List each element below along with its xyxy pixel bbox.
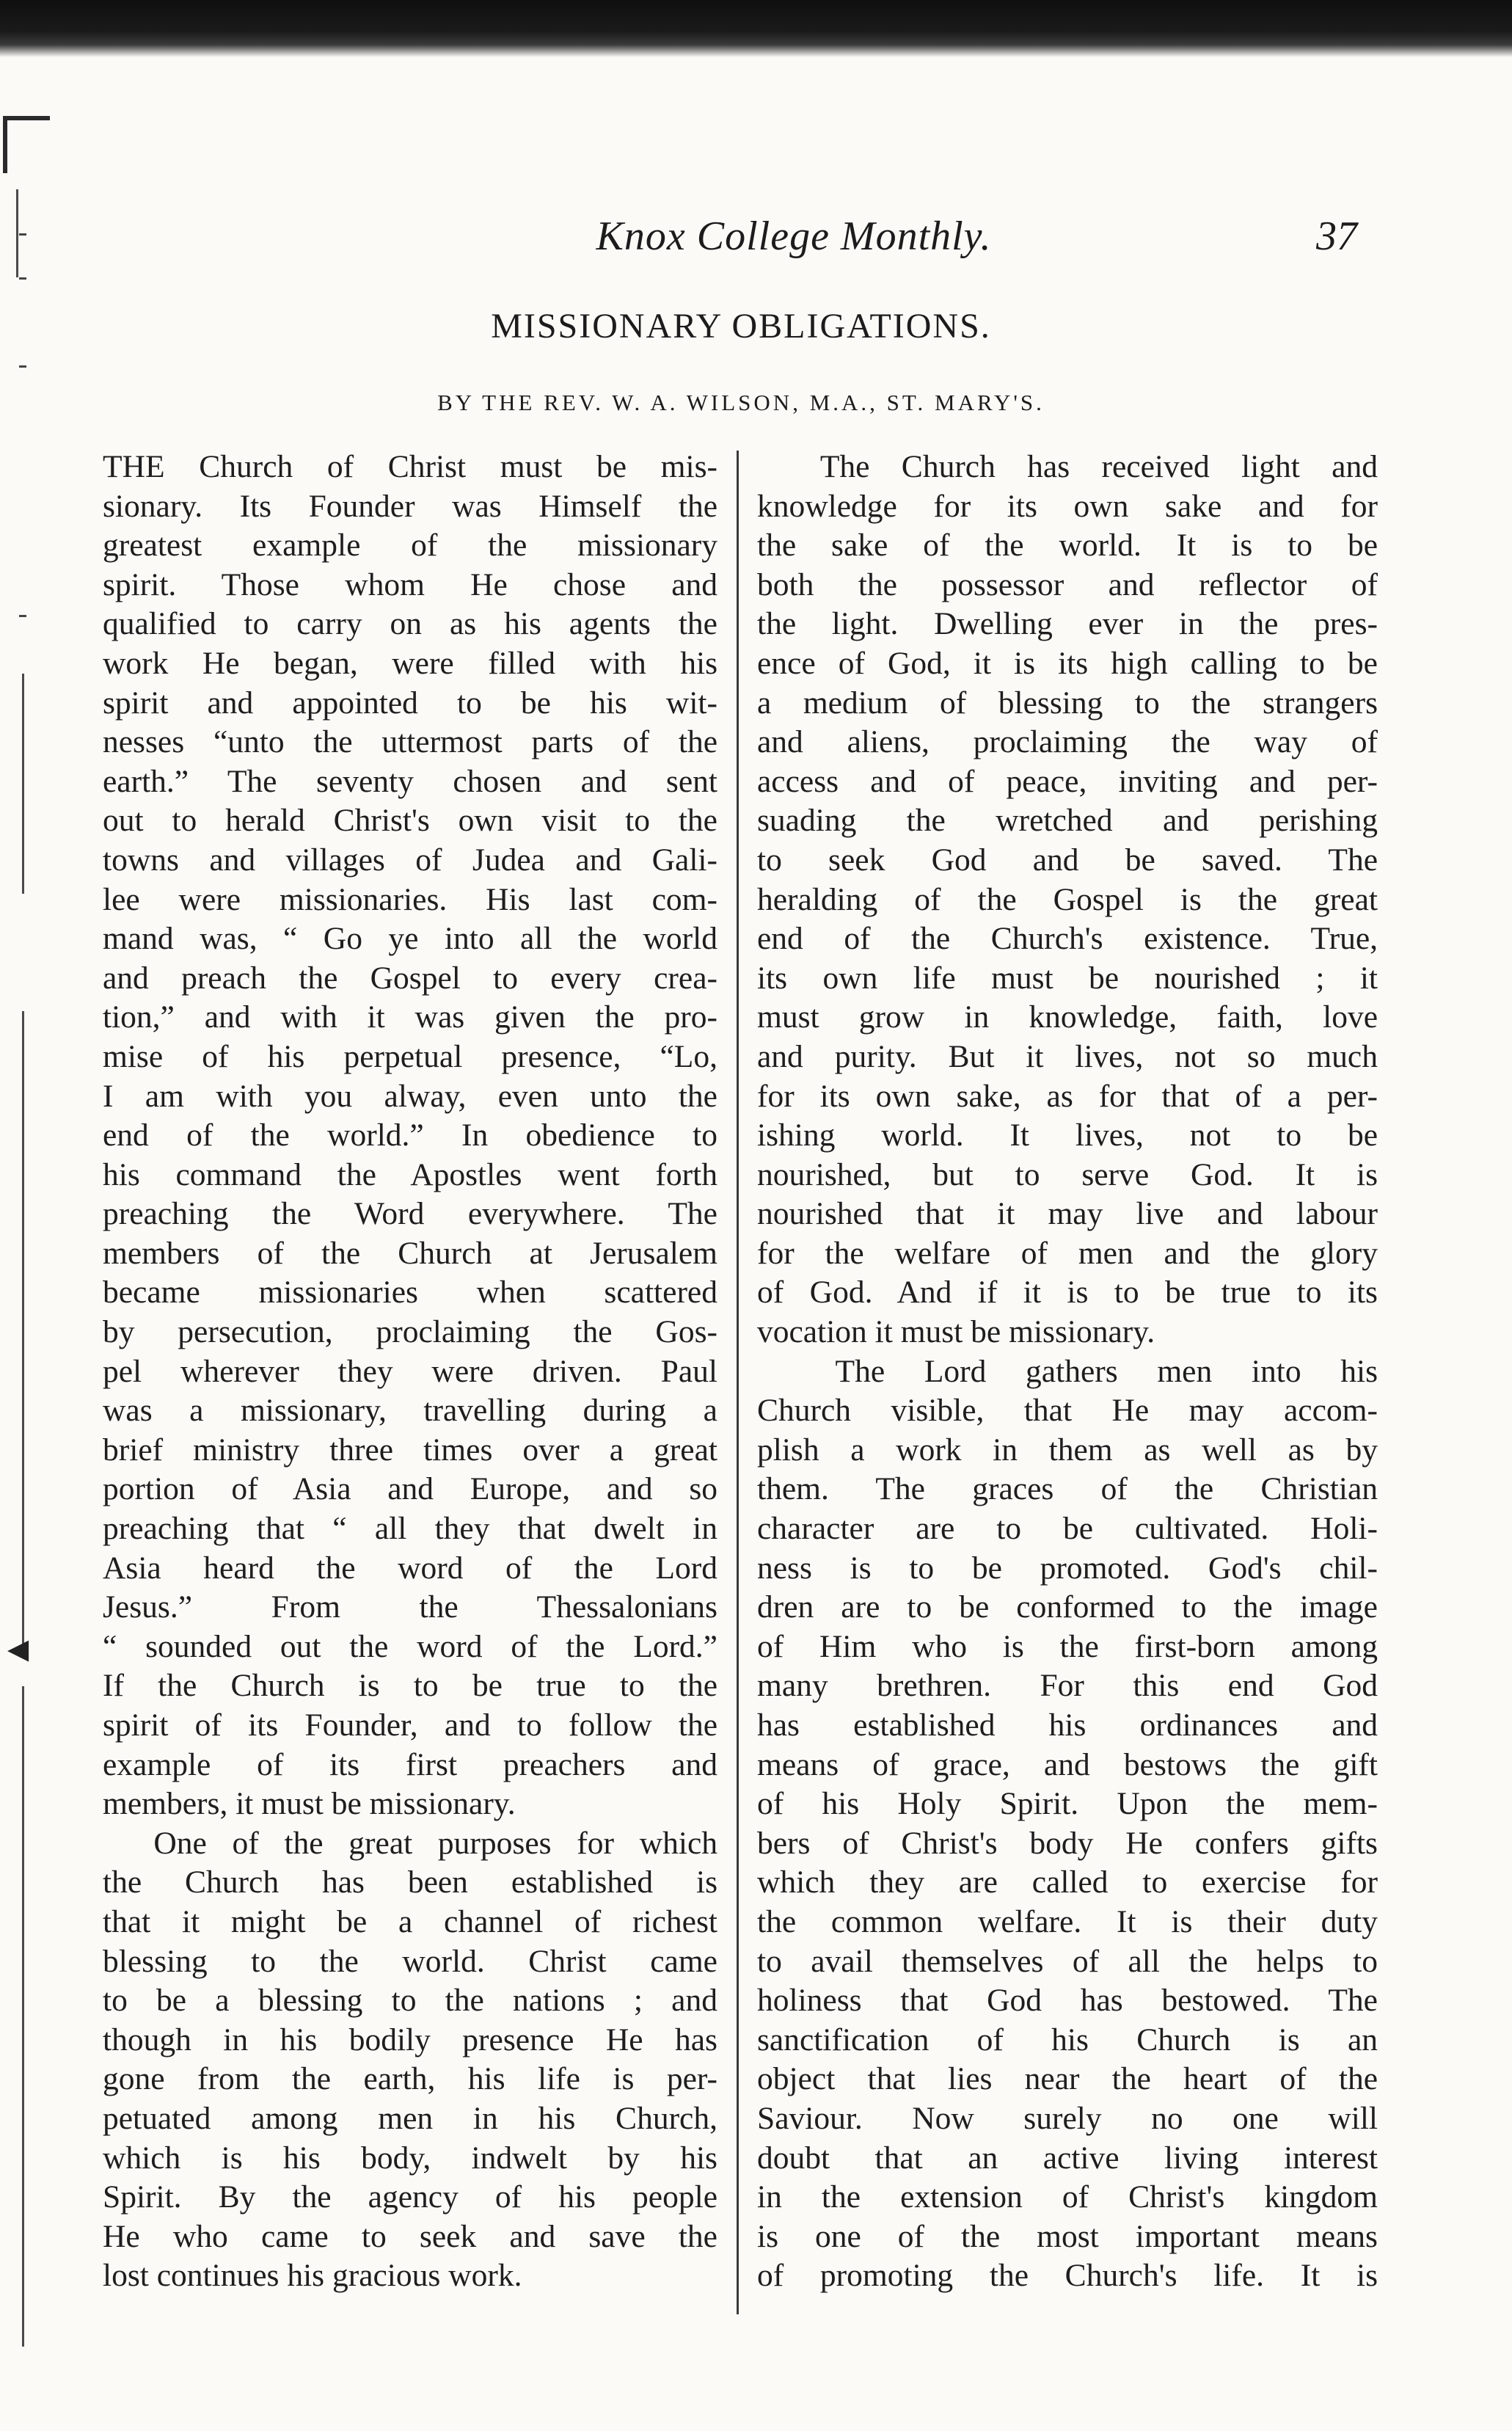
text-line: ence of God, it is its high calling to be	[757, 645, 1378, 681]
text-line: One of the great purposes for which	[103, 1825, 717, 1861]
text-line: preaching the Word everywhere. The	[103, 1196, 717, 1232]
article-title: MISSIONARY OBLIGATIONS.	[491, 307, 991, 346]
text-line: holiness that God has bestowed. The	[757, 1983, 1378, 2019]
text-line: for the welfare of men and the glory	[757, 1235, 1378, 1271]
text-line: dren are to be conformed to the image	[757, 1589, 1378, 1625]
page-number: 37	[1316, 214, 1357, 259]
scan-top-edge	[0, 0, 1512, 57]
text-line: that it might be a channel of richest	[103, 1903, 717, 1939]
text-line: bers of Christ's body He confers gifts	[757, 1825, 1378, 1861]
text-line: its own life must be nourished ; it	[757, 960, 1378, 996]
text-line: the sake of the world. It is to be	[757, 528, 1378, 564]
text-line: out to herald Christ's own visit to the	[103, 803, 717, 839]
text-line: tion,” and with it was given the pro-	[103, 999, 717, 1035]
text-line: mand was, “ Go ye into all the world	[103, 921, 717, 957]
column-divider	[737, 451, 739, 2314]
scan-margin-line	[22, 1686, 24, 2347]
text-line: suading the wretched and perishing	[757, 803, 1378, 839]
text-line: by persecution, proclaiming the Gos-	[103, 1314, 717, 1350]
text-line: to be a blessing to the nations ; and	[103, 1983, 717, 2019]
scan-left-margin	[0, 57, 66, 2431]
text-line: brief ministry three times over a great	[103, 1432, 717, 1468]
text-line: members of the Church at Jerusalem	[103, 1235, 717, 1271]
text-line: heralding of the Gospel is the great	[757, 881, 1378, 917]
text-line: Jesus.” From the Thessalonians	[103, 1589, 717, 1625]
text-line: nourished, but to serve God. It is	[757, 1156, 1378, 1192]
text-line: to avail themselves of all the helps to	[757, 1943, 1378, 1979]
scan-margin-line	[22, 1011, 24, 1657]
text-line: lost continues his gracious work.	[103, 2258, 522, 2294]
right-column	[757, 448, 1378, 2296]
text-line: must grow in knowledge, faith, love	[757, 999, 1378, 1035]
text-line: to seek God and be saved. The	[757, 842, 1378, 878]
text-line: spirit and appointed to be his wit-	[103, 685, 717, 721]
text-line: is one of the most important means	[757, 2218, 1378, 2254]
text-line: the common welfare. It is their duty	[757, 1903, 1378, 1939]
text-line: work He began, were filled with his	[103, 645, 717, 681]
text-line: towns and villages of Judea and Gali-	[103, 842, 717, 878]
text-line: end of the Church's existence. True,	[757, 921, 1378, 957]
text-line: of promoting the Church's life. It is	[757, 2258, 1378, 2294]
text-line: The Lord gathers men into his	[757, 1353, 1378, 1389]
scan-margin-tick	[19, 365, 26, 368]
text-line: gone from the earth, his life is per-	[103, 2061, 717, 2097]
text-line: lee were missionaries. His last com-	[103, 881, 717, 917]
text-line: for its own sake, as for that of a per-	[757, 1078, 1378, 1114]
text-line: vocation it must be missionary.	[757, 1314, 1155, 1350]
text-line: Asia heard the word of the Lord	[103, 1550, 717, 1586]
text-line: example of its first preachers and	[103, 1746, 717, 1782]
text-line: a medium of blessing to the strangers	[757, 685, 1378, 721]
text-line: access and of peace, inviting and per-	[757, 763, 1378, 799]
text-line: mise of his perpetual presence, “Lo,	[103, 1038, 717, 1074]
text-line: the Church has been established is	[103, 1865, 717, 1900]
text-line: Saviour. Now surely no one will	[757, 2100, 1378, 2136]
text-line: and purity. But it lives, not so much	[757, 1038, 1378, 1074]
article-byline: BY THE REV. W. A. WILSON, M.A., ST. MARY'S.	[437, 390, 1045, 415]
text-line: of God. And if it is to be true to its	[757, 1275, 1378, 1311]
text-line: I am with you alway, even unto the	[103, 1078, 717, 1114]
text-line: has established his ordinances and	[757, 1707, 1378, 1743]
text-line: his command the Apostles went forth	[103, 1156, 717, 1192]
text-line: Church visible, that He may accom-	[757, 1393, 1378, 1429]
text-line: knowledge for its own sake and for	[757, 488, 1378, 524]
text-line: many brethren. For this end God	[757, 1668, 1378, 1704]
text-line: sanctification of his Church is an	[757, 2022, 1378, 2058]
scan-margin-tick	[19, 615, 26, 617]
scan-margin-arrow-icon: ◀	[7, 1633, 29, 1665]
scan-corner-mark	[3, 116, 50, 173]
text-line: ness is to be promoted. God's chil-	[757, 1550, 1378, 1586]
text-line: of Him who is the first-born among	[757, 1628, 1378, 1664]
running-title: Knox College Monthly.	[596, 214, 992, 259]
text-line: petuated among men in his Church,	[103, 2100, 717, 2136]
text-line: ishing world. It lives, not to be	[757, 1118, 1378, 1153]
scan-margin-line	[16, 189, 18, 277]
text-line: He who came to seek and save the	[103, 2218, 717, 2254]
text-line: and aliens, proclaiming the way of	[757, 724, 1378, 760]
left-column	[103, 448, 717, 2296]
text-line: qualified to carry on as his agents the	[103, 606, 717, 642]
text-line: became missionaries when scattered	[103, 1275, 717, 1311]
text-line: portion of Asia and Europe, and so	[103, 1471, 717, 1507]
text-line: the light. Dwelling ever in the pres-	[757, 606, 1378, 642]
text-line: them. The graces of the Christian	[757, 1471, 1378, 1507]
text-line: members, it must be missionary.	[103, 1786, 516, 1822]
text-line: both the possessor and reflector of	[757, 566, 1378, 602]
text-line: Spirit. By the agency of his people	[103, 2179, 717, 2215]
text-line: preaching that “ all they that dwelt in	[103, 1511, 717, 1547]
text-line: pel wherever they were driven. Paul	[103, 1353, 717, 1389]
text-line: spirit of its Founder, and to follow the	[103, 1707, 717, 1743]
text-line: nourished that it may live and labour	[757, 1196, 1378, 1232]
text-line: “ sounded out the word of the Lord.”	[103, 1628, 717, 1664]
text-line: doubt that an active living interest	[757, 2140, 1378, 2176]
scan-margin-tick	[19, 233, 26, 236]
text-line: greatest example of the missionary	[103, 528, 717, 564]
text-line: of his Holy Spirit. Upon the mem-	[757, 1786, 1378, 1822]
text-line: means of grace, and bestows the gift	[757, 1746, 1378, 1782]
text-line: object that lies near the heart of the	[757, 2061, 1378, 2097]
text-line: which they are called to exercise for	[757, 1865, 1378, 1900]
text-line: THE Church of Christ must be mis-	[103, 449, 717, 484]
text-line: though in his bodily presence He has	[103, 2022, 717, 2058]
text-line: was a missionary, travelling during a	[103, 1393, 717, 1429]
text-line: in the extension of Christ's kingdom	[757, 2179, 1378, 2215]
text-line: plish a work in them as well as by	[757, 1432, 1378, 1468]
text-line: nesses “unto the uttermost parts of the	[103, 724, 717, 760]
scan-margin-line	[22, 674, 24, 894]
text-line: spirit. Those whom He chose and	[103, 566, 717, 602]
text-line: If the Church is to be true to the	[103, 1668, 717, 1704]
text-line: character are to be cultivated. Holi-	[757, 1511, 1378, 1547]
text-line: earth.” The seventy chosen and sent	[103, 763, 717, 799]
text-line: blessing to the world. Christ came	[103, 1943, 717, 1979]
page-header	[103, 207, 1379, 266]
text-line: The Church has received light and	[757, 449, 1378, 484]
text-line: sionary. Its Founder was Himself the	[103, 488, 717, 524]
text-line: which is his body, indwelt by his	[103, 2140, 717, 2176]
text-line: and preach the Gospel to every crea-	[103, 960, 717, 996]
scan-margin-tick	[19, 277, 26, 280]
text-line: end of the world.” In obedience to	[103, 1118, 717, 1153]
